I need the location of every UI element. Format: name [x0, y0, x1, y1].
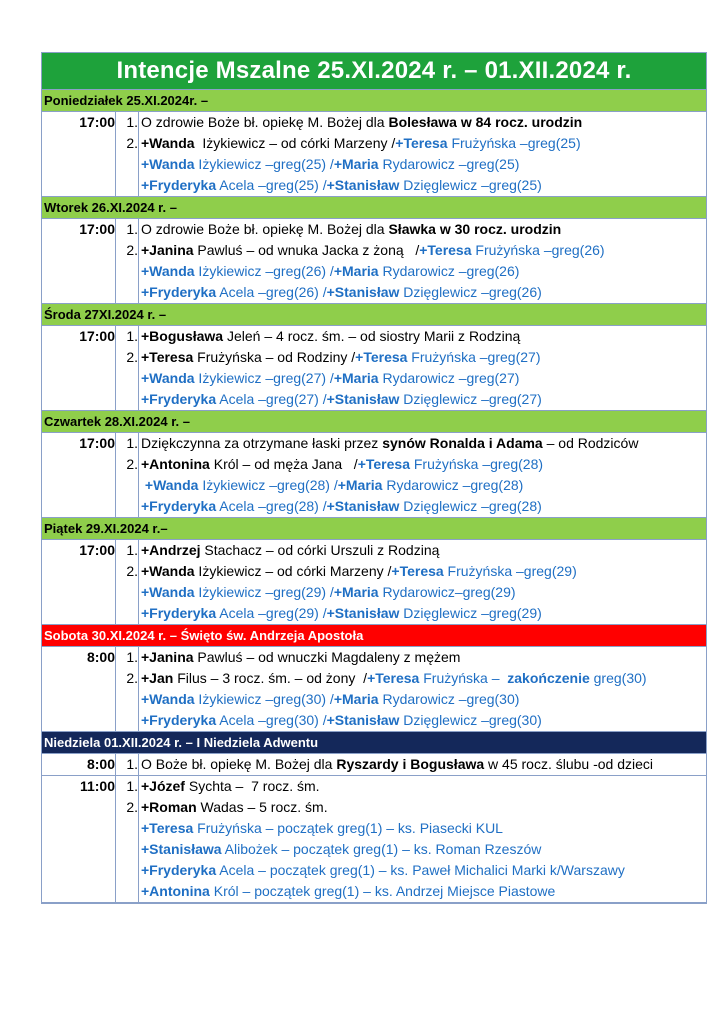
intention-number: [116, 389, 138, 410]
intention-line: [116, 881, 706, 902]
intention-lines: [116, 433, 706, 517]
intention-text: +Wanda Iżykiewicz –greg(27) /+Maria Rydarowicz –greg(27): [138, 368, 706, 389]
intention-text: O zdrowie Boże bł. opiekę M. Bożej dla Bolesława w 84 rocz. urodzin: [138, 112, 706, 133]
intention-text: +Fryderyka Acela –greg(30) /+Stanisław Dzięglewicz –greg(30): [138, 710, 706, 731]
mass-time: 8:00: [42, 754, 116, 775]
intention-line: [116, 261, 706, 282]
intention-text: Dziękczynna za otrzymane łaski przez synów Ronalda i Adama – od Rodziców: [138, 433, 706, 454]
mass-time: 17:00: [42, 112, 116, 196]
intention-number: 2.: [126, 242, 138, 258]
intention-number: [116, 818, 138, 839]
intention-line: [116, 496, 706, 517]
intention-line: [116, 540, 706, 561]
day-header: Niedziela 01.XII.2024 r. – I Niedziela Adwentu: [42, 732, 706, 754]
intention-lines: [116, 776, 706, 902]
mass-block: [42, 754, 706, 776]
intention-text: +Józef Sychta – 7 rocz. śm.: [138, 776, 706, 797]
mass-block: [42, 540, 706, 625]
intention-number: [116, 496, 138, 517]
intention-text: +Teresa Frużyńska – od Rodziny /+Teresa Frużyńska –greg(27): [138, 347, 706, 368]
intention-number: 1.: [126, 756, 138, 772]
intention-text: +Fryderyka Acela –greg(28) /+Stanisław Dzięglewicz –greg(28): [138, 496, 706, 517]
intention-number: 1.: [126, 114, 138, 130]
intention-number: 1.: [126, 542, 138, 558]
mass-block: [42, 433, 706, 518]
intention-number: [116, 710, 138, 731]
intention-text: +Fryderyka Acela –greg(26) /+Stanisław Dzięglewicz –greg(26): [138, 282, 706, 303]
intention-lines: [116, 647, 706, 731]
intention-line: [116, 219, 706, 240]
intention-number: [116, 282, 138, 303]
intention-number: 1.: [126, 328, 138, 344]
intention-text: +Janina Pawluś – od wnuka Jacka z żoną /+Teresa Frużyńska –greg(26): [138, 240, 706, 261]
intention-number: [116, 154, 138, 175]
intention-text: +Fryderyka Acela –greg(27) /+Stanisław Dzięglewicz –greg(27): [138, 389, 706, 410]
mass-block: [42, 326, 706, 411]
mass-time: 17:00: [42, 326, 116, 410]
intention-lines: [116, 219, 706, 303]
intention-number: 1.: [126, 778, 138, 794]
intention-line: [116, 776, 706, 797]
day-header: Środa 27XI.2024 r. –: [42, 304, 706, 326]
intention-line: [116, 818, 706, 839]
intention-number: [116, 603, 138, 624]
intention-line: [116, 582, 706, 603]
intention-text: +Wanda Iżykiewicz –greg(30) /+Maria Rydarowicz –greg(30): [138, 689, 706, 710]
intention-line: [116, 603, 706, 624]
mass-time: 17:00: [42, 540, 116, 624]
mass-time: 11:00: [42, 776, 116, 902]
intention-line: [116, 112, 706, 133]
intention-text: +Wanda Iżykiewicz –greg(28) /+Maria Rydarowicz –greg(28): [138, 475, 706, 496]
intentions-sheet: [41, 52, 707, 904]
intention-number: 1.: [126, 649, 138, 665]
intention-line: [116, 433, 706, 454]
intention-line: [116, 860, 706, 881]
intention-text: +Jan Filus – 3 rocz. śm. – od żony /+Teresa Frużyńska – zakończenie greg(30): [138, 668, 706, 689]
day-header: Poniedziałek 25.XI.2024r. –: [42, 90, 706, 112]
intention-text: +Wanda Iżykiewicz – od córki Marzeny /+Teresa Frużyńska –greg(25): [138, 133, 706, 154]
intention-number: 1.: [126, 221, 138, 237]
intention-lines: [116, 326, 706, 410]
intention-line: [116, 389, 706, 410]
intention-lines: [116, 754, 706, 775]
intention-line: [116, 561, 706, 582]
intention-text: +Janina Pawluś – od wnuczki Magdaleny z mężem: [138, 647, 706, 668]
intention-line: [116, 689, 706, 710]
intention-line: [116, 154, 706, 175]
intention-text: +Teresa Frużyńska – początek greg(1) – ks. Piasecki KUL: [138, 818, 706, 839]
intention-line: [116, 754, 706, 775]
intention-line: [116, 710, 706, 731]
intention-text: +Bogusława Jeleń – 4 rocz. śm. – od siostry Marii z Rodziną: [138, 326, 706, 347]
intention-line: [116, 282, 706, 303]
intention-text: +Fryderyka Acela – początek greg(1) – ks. Paweł Michalici Marki k/Warszawy: [138, 860, 706, 881]
intention-number: 1.: [126, 435, 138, 451]
day-header: Sobota 30.XI.2024 r. – Święto św. Andrzeja Apostoła: [42, 625, 706, 647]
intention-text: +Wanda Iżykiewicz –greg(29) /+Maria Rydarowicz–greg(29): [138, 582, 706, 603]
intention-line: [116, 368, 706, 389]
day-header: Czwartek 28.XI.2024 r. –: [42, 411, 706, 433]
intention-line: [116, 475, 706, 496]
intention-text: O Boże bł. opiekę M. Bożej dla Ryszardy i Bogusława w 45 rocz. ślubu -od dzieci: [138, 754, 706, 775]
intention-number: 2.: [126, 135, 138, 151]
intention-number: [116, 689, 138, 710]
intention-text: +Roman Wadas – 5 rocz. śm.: [138, 797, 706, 818]
intention-text: +Fryderyka Acela –greg(25) /+Stanisław Dzięglewicz –greg(25): [138, 175, 706, 196]
intention-text: +Wanda Iżykiewicz – od córki Marzeny /+Teresa Frużyńska –greg(29): [138, 561, 706, 582]
intention-line: [116, 133, 706, 154]
mass-block: [42, 776, 706, 903]
intention-text: +Fryderyka Acela –greg(29) /+Stanisław Dzięglewicz –greg(29): [138, 603, 706, 624]
intention-number: [116, 175, 138, 196]
mass-time: 8:00: [42, 647, 116, 731]
intention-number: [116, 881, 138, 902]
intention-line: [116, 454, 706, 475]
intention-lines: [116, 112, 706, 196]
intention-text: +Wanda Iżykiewicz –greg(26) /+Maria Rydarowicz –greg(26): [138, 261, 706, 282]
mass-time: 17:00: [42, 433, 116, 517]
intention-number: [116, 839, 138, 860]
intention-line: [116, 647, 706, 668]
intention-text: +Antonina Król – od męża Jana /+Teresa Frużyńska –greg(28): [138, 454, 706, 475]
day-header: Wtorek 26.XI.2024 r. –: [42, 197, 706, 219]
page-title: Intencje Mszalne 25.XI.2024 r. – 01.XII.2024 r.: [42, 53, 706, 90]
intention-line: [116, 240, 706, 261]
intention-number: 2.: [126, 799, 138, 815]
intention-text: O zdrowie Boże bł. opiekę M. Bożej dla Sławka w 30 rocz. urodzin: [138, 219, 706, 240]
intention-line: [116, 326, 706, 347]
intention-number: 2.: [126, 670, 138, 686]
intention-text: +Wanda Iżykiewicz –greg(25) /+Maria Rydarowicz –greg(25): [138, 154, 706, 175]
intention-lines: [116, 540, 706, 624]
intention-text: +Andrzej Stachacz – od córki Urszuli z Rodziną: [138, 540, 706, 561]
intention-line: [116, 347, 706, 368]
intention-number: [116, 261, 138, 282]
intention-number: [116, 582, 138, 603]
intention-line: [116, 175, 706, 196]
intention-number: 2.: [126, 456, 138, 472]
intention-number: 2.: [126, 563, 138, 579]
mass-time: 17:00: [42, 219, 116, 303]
intention-number: [116, 475, 138, 496]
intention-line: [116, 839, 706, 860]
intention-text: +Antonina Król – początek greg(1) – ks. Andrzej Miejsce Piastowe: [138, 881, 706, 902]
days-list: [42, 90, 706, 903]
intention-line: [116, 668, 706, 689]
intention-number: [116, 368, 138, 389]
intention-line: [116, 797, 706, 818]
mass-block: [42, 112, 706, 197]
mass-block: [42, 647, 706, 732]
day-header: Piątek 29.XI.2024 r.–: [42, 518, 706, 540]
intention-number: 2.: [126, 349, 138, 365]
intention-number: [116, 860, 138, 881]
intention-text: +Stanisława Alibożek – początek greg(1) – ks. Roman Rzeszów: [138, 839, 706, 860]
mass-block: [42, 219, 706, 304]
